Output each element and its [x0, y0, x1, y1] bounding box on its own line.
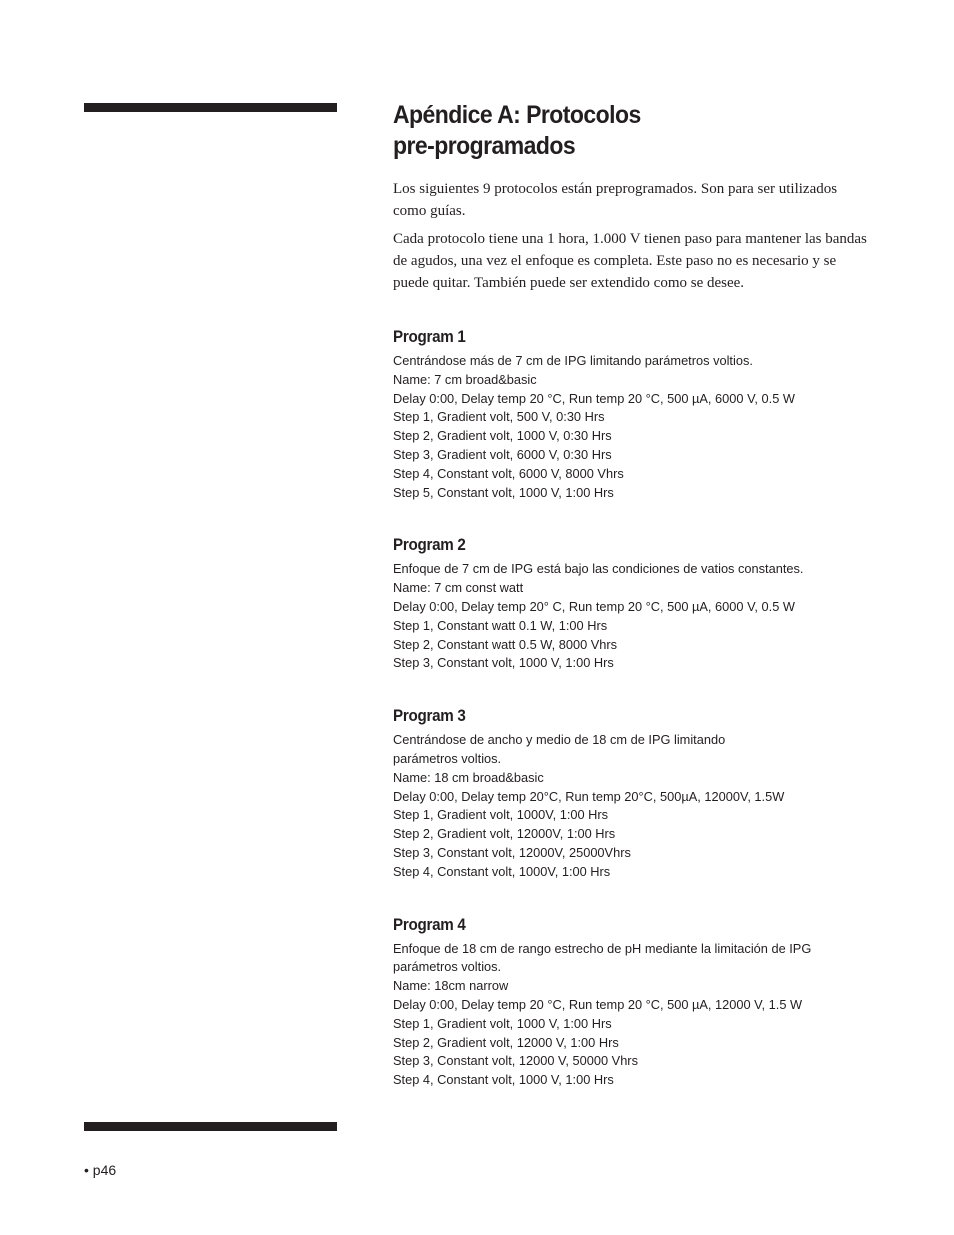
program-heading: Program 4: [393, 915, 466, 934]
bottom-divider-rule: [84, 1122, 337, 1131]
program-detail-line: parámetros voltios.: [393, 750, 502, 766]
program-detail-line: Step 4, Constant volt, 6000 V, 8000 Vhrs: [393, 465, 624, 481]
program-detail-line: Step 4, Constant volt, 1000 V, 1:00 Hrs: [393, 1072, 614, 1088]
program-detail-line: Step 3, Constant volt, 12000 V, 50000 Vhrs: [393, 1053, 638, 1069]
program-detail-line: Enfoque de 18 cm de rango estrecho de pH mediante la limitación de IPG: [393, 940, 812, 956]
program-detail-line: Name: 18 cm broad&basic: [393, 769, 544, 785]
program-detail-line: Delay 0:00, Delay temp 20°C, Run temp 20°C, 500µA, 12000V, 1.5W: [393, 788, 785, 804]
program-detail-line: Step 2, Gradient volt, 12000 V, 1:00 Hrs: [393, 1034, 619, 1050]
program-details: [393, 560, 873, 673]
program-detail-line: Step 4, Constant volt, 1000V, 1:00 Hrs: [393, 863, 611, 879]
top-divider-rule: [84, 103, 337, 112]
intro-paragraph-2: Cada protocolo tiene una 1 hora, 1.000 V tienen paso para mantener las bandas de agudos, una vez el enfoque es completa. Este paso no es necesario y se puede quitar. También puede ser extendido como se desee.: [393, 231, 867, 291]
main-content: [393, 100, 873, 1090]
program-detail-line: Name: 7 cm broad&basic: [393, 371, 537, 387]
program-detail-line: Step 2, Constant watt 0.5 W, 8000 Vhrs: [393, 636, 618, 652]
program-section-1: [393, 326, 873, 502]
program-detail-line: Enfoque de 7 cm de IPG está bajo las condiciones de vatios constantes.: [393, 561, 804, 577]
program-details: [393, 731, 873, 881]
program-detail-line: Step 2, Gradient volt, 12000V, 1:00 Hrs: [393, 826, 616, 842]
program-list: [393, 326, 873, 1090]
program-detail-line: Step 3, Constant volt, 12000V, 25000Vhrs: [393, 844, 631, 860]
program-detail-line: Step 5, Constant volt, 1000 V, 1:00 Hrs: [393, 484, 614, 500]
program-detail-line: Step 3, Constant volt, 1000 V, 1:00 Hrs: [393, 655, 614, 671]
program-detail-line: Delay 0:00, Delay temp 20° C, Run temp 20 °C, 500 µA, 6000 V, 0.5 W: [393, 598, 795, 614]
intro-section: [393, 178, 873, 294]
program-details: [393, 352, 873, 502]
program-detail-line: Delay 0:00, Delay temp 20 °C, Run temp 20 °C, 500 µA, 6000 V, 0.5 W: [393, 390, 795, 406]
page-title-line-1: Apéndice A: Protocolos: [393, 101, 641, 129]
page-title: [393, 100, 835, 162]
program-detail-line: Centrándose de ancho y medio de 18 cm de IPG limitando: [393, 732, 726, 748]
program-detail-line: Delay 0:00, Delay temp 20 °C, Run temp 20 °C, 500 µA, 12000 V, 1.5 W: [393, 996, 803, 1012]
program-detail-line: Centrándose más de 7 cm de IPG limitando parámetros voltios.: [393, 353, 753, 368]
program-detail-line: Name: 18cm narrow: [393, 978, 509, 994]
program-detail-line: Step 2, Gradient volt, 1000 V, 0:30 Hrs: [393, 428, 612, 444]
program-heading: Program 2: [393, 536, 466, 555]
program-detail-line: Step 1, Gradient volt, 1000V, 1:00 Hrs: [393, 807, 609, 823]
program-detail-line: Step 1, Gradient volt, 1000 V, 1:00 Hrs: [393, 1015, 612, 1031]
program-details: [393, 940, 873, 1090]
program-section-2: [393, 534, 873, 673]
page-title-line-2: pre-programados: [393, 132, 576, 160]
program-heading: Program 3: [393, 707, 466, 726]
program-detail-line: Step 1, Constant watt 0.1 W, 1:00 Hrs: [393, 617, 608, 633]
program-section-3: [393, 705, 873, 881]
program-heading: Program 1: [393, 328, 466, 346]
program-detail-line: parámetros voltios.: [393, 959, 502, 975]
program-detail-line: Name: 7 cm const watt: [393, 580, 524, 596]
program-section-4: [393, 914, 873, 1090]
program-detail-line: Step 3, Gradient volt, 6000 V, 0:30 Hrs: [393, 446, 612, 462]
program-detail-line: Step 1, Gradient volt, 500 V, 0:30 Hrs: [393, 409, 605, 425]
intro-paragraph-1: Los siguientes 9 protocolos están preprogramados. Son para ser utilizados como guías.: [393, 181, 838, 219]
page-number: • p46: [84, 1162, 117, 1178]
